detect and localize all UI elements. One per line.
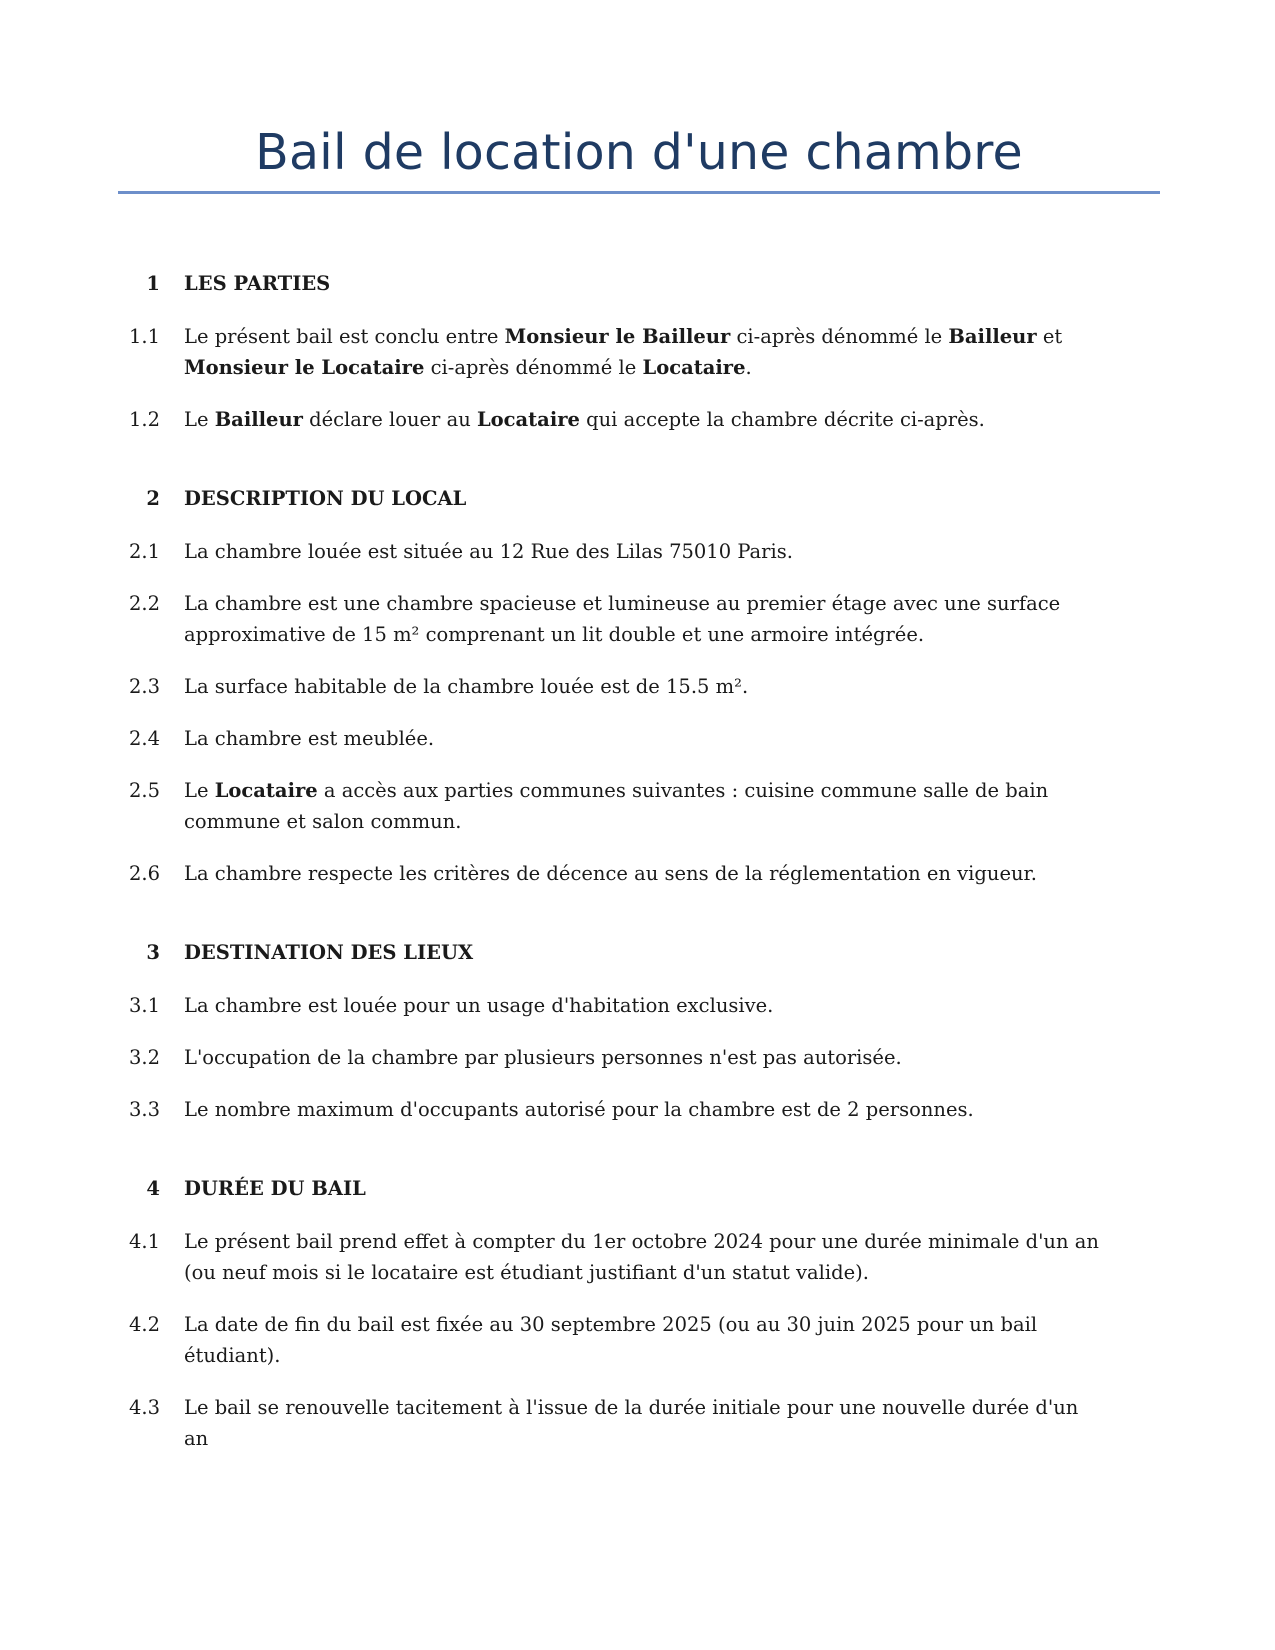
clause-2.6 xyxy=(0,858,1275,889)
clause-text: Le nombre maximum d'occupants autorisé pour la chambre est de 2 personnes. xyxy=(184,1098,974,1121)
clause-2.3 xyxy=(0,671,1275,702)
clause-number: 2.2 xyxy=(128,592,160,615)
document-body xyxy=(0,268,1275,1502)
section-heading xyxy=(0,1173,1275,1204)
clause-4.1 xyxy=(0,1226,1275,1288)
clause-number: 4.2 xyxy=(128,1313,160,1336)
clause-text: Le présent bail prend effet à compter du 1er octobre 2024 pour une durée minimale d'un an (ou neuf mois si le locataire est étudiant justifiant d'un statut valide). xyxy=(184,1230,1099,1284)
section-number: 1 xyxy=(146,272,160,295)
clause-number: 4.3 xyxy=(128,1396,160,1419)
clause-text: Le Locataire a accès aux parties communes suivantes : cuisine commune salle de bain commune et salon commun. xyxy=(184,779,1049,833)
clause-1.2 xyxy=(0,404,1275,435)
clause-number: 2.3 xyxy=(128,675,160,698)
defined-term: Locataire xyxy=(642,356,746,379)
title-underline xyxy=(118,191,1160,194)
clause-number: 2.6 xyxy=(128,862,160,885)
clause-text: Le bail se renouvelle tacitement à l'issue de la durée initiale pour une nouvelle durée d'un an xyxy=(184,1396,1079,1450)
clause-3.3 xyxy=(0,1094,1275,1125)
section-number: 4 xyxy=(146,1177,160,1200)
section-heading xyxy=(0,268,1275,299)
clause-number: 4.1 xyxy=(128,1230,160,1253)
defined-term: Locataire xyxy=(476,408,580,431)
section-4 xyxy=(0,1173,1275,1454)
defined-term: Locataire xyxy=(214,779,318,802)
clause-1.1 xyxy=(0,321,1275,383)
clause-text: La chambre respecte les critères de décence au sens de la réglementation en vigueur. xyxy=(184,862,1037,885)
defined-term: Monsieur le Locataire xyxy=(184,356,425,379)
clause-2.2 xyxy=(0,588,1275,650)
section-2 xyxy=(0,483,1275,889)
clause-text: Le présent bail est conclu entre Monsieur le Bailleur ci-après dénommé le Bailleur et Monsieur le Locataire ci-après dénommé le Locataire. xyxy=(184,325,1063,379)
section-number: 2 xyxy=(146,487,160,510)
clause-3.2 xyxy=(0,1042,1275,1073)
clause-number: 2.4 xyxy=(128,727,160,750)
clause-text: La chambre est une chambre spacieuse et lumineuse au premier étage avec une surface approximative de 15 m² comprenant un lit double et une armoire intégrée. xyxy=(184,592,1061,646)
clause-number: 2.1 xyxy=(128,540,160,563)
clause-2.5 xyxy=(0,775,1275,837)
clause-2.1 xyxy=(0,536,1275,567)
section-heading xyxy=(0,483,1275,514)
section-heading-text: DESTINATION DES LIEUX xyxy=(184,941,474,964)
section-number: 3 xyxy=(146,941,160,964)
clause-text: La surface habitable de la chambre louée est de 15.5 m². xyxy=(184,675,749,698)
clause-number: 2.5 xyxy=(128,779,160,802)
clause-number: 3.3 xyxy=(128,1098,160,1121)
section-1 xyxy=(0,268,1275,435)
section-heading-text: DESCRIPTION DU LOCAL xyxy=(184,487,467,510)
clause-text: Le Bailleur déclare louer au Locataire qui accepte la chambre décrite ci-après. xyxy=(184,408,985,431)
section-heading-text: DURÉE DU BAIL xyxy=(184,1177,366,1200)
clause-number: 1.1 xyxy=(128,325,160,348)
clause-text: L'occupation de la chambre par plusieurs personnes n'est pas autorisée. xyxy=(184,1046,902,1069)
document-title: Bail de location d'une chambre xyxy=(255,124,1023,181)
clause-number: 1.2 xyxy=(128,408,160,431)
section-heading-text: LES PARTIES xyxy=(184,272,331,295)
defined-term: Monsieur le Bailleur xyxy=(504,325,731,348)
defined-term: Bailleur xyxy=(948,325,1037,348)
clause-number: 3.1 xyxy=(128,994,160,1017)
defined-term: Bailleur xyxy=(214,408,303,431)
clause-2.4 xyxy=(0,723,1275,754)
clause-number: 3.2 xyxy=(128,1046,160,1069)
clause-3.1 xyxy=(0,990,1275,1021)
clause-text: La chambre louée est située au 12 Rue des Lilas 75010 Paris. xyxy=(184,540,793,563)
clause-text: La chambre est louée pour un usage d'habitation exclusive. xyxy=(184,994,774,1017)
section-3 xyxy=(0,937,1275,1125)
clause-text: La date de fin du bail est fixée au 30 septembre 2025 (ou au 30 juin 2025 pour un bail étudiant). xyxy=(184,1313,1038,1367)
clause-4.2 xyxy=(0,1309,1275,1371)
clause-4.3 xyxy=(0,1392,1275,1454)
section-heading xyxy=(0,937,1275,968)
clause-text: La chambre est meublée. xyxy=(184,727,435,750)
